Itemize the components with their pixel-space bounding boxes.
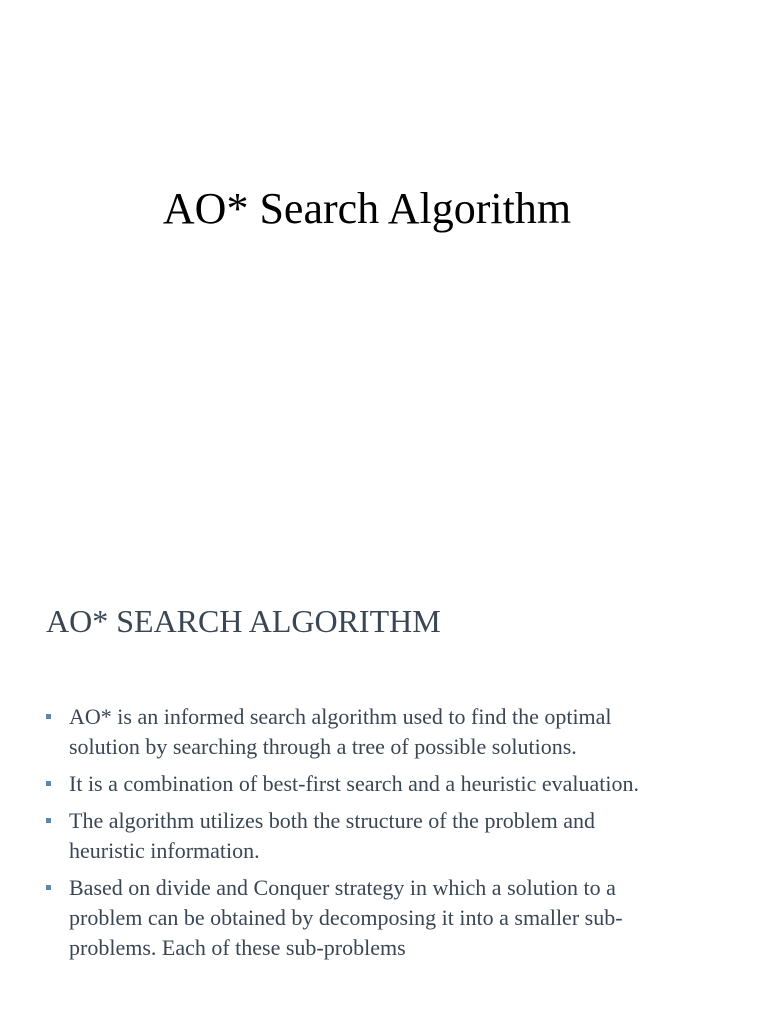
square-bullet-icon [46,885,51,890]
square-bullet-icon [46,818,51,823]
slide-title: AO* Search Algorithm [162,184,572,233]
content-slide [0,545,768,1024]
square-bullet-icon [46,781,51,786]
bullet-item [46,873,656,963]
bullet-item [46,769,656,799]
bullet-item [46,702,656,762]
slide-heading: AO* SEARCH ALGORITHM [46,603,441,639]
bullet-item [46,806,656,866]
bullet-text: AO* is an informed search algorithm used to find the optimal solution by searching through a tree of possible solutions. [69,704,612,759]
square-bullet-icon [46,714,51,719]
bullet-text: Based on divide and Conquer strategy in which a solution to a problem can be obtained by decomposing it into a smaller sub-problems. Each of these sub-problems [69,875,623,960]
bullet-list [46,702,656,970]
bullet-text: The algorithm utilizes both the structure of the problem and heuristic information. [69,808,596,863]
bullet-text: It is a combination of best-first search and a heuristic evaluation. [69,771,639,796]
